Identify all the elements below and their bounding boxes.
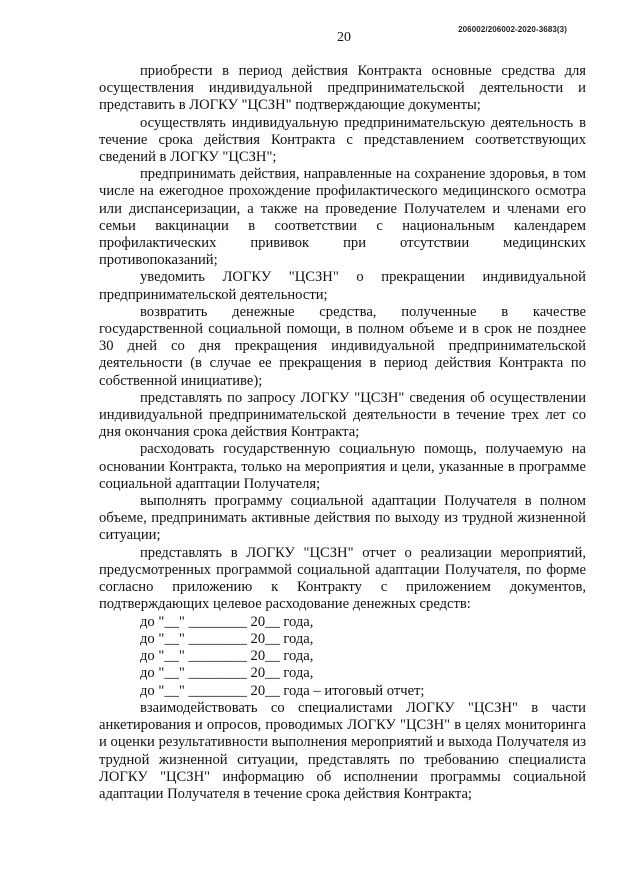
document-body	[99, 63, 586, 803]
schedule-item: до "__" ________ 20__ года,	[140, 648, 314, 665]
paragraph-acquire-assets: приобрести в период действия Контракта основные средства для осуществления индивидуальной предпринимательской деятельности и представить в ЛОГКУ "ЦСЗН" подтверждающие документы;	[99, 63, 586, 114]
paragraph-conduct-business: осуществлять индивидуальную предпринимательскую деятельность в течение срока действия Контракта с представлением соответствующих сведений в ЛОГКУ "ЦСЗН";	[99, 114, 586, 166]
paragraph-fulfil-program: выполнять программу социальной адаптации Получателя в полном объеме, предпринимать активные действия по выходу из трудной жизненной ситуации;	[99, 493, 586, 544]
paragraph-notify-termination: уведомить ЛОГКУ "ЦСЗН" о прекращении индивидуальной предпринимательской деятельности;	[99, 269, 586, 303]
paragraph-health-measures: предпринимать действия, направленные на сохранение здоровья, в том числе на ежегодное прохождение профилактического медицинского осмотра или диспансеризации, а также на проведение Получателем и членами его семьи вакцинации в соответствии с национальным календарем профилактических прививок при отсутствии медицинских противопоказаний;	[99, 166, 586, 269]
schedule-item-final: до "__" ________ 20__ года – итоговый отчет;	[140, 682, 425, 699]
paragraph-return-funds: возвратить денежные средства, полученные в качестве государственной социальной помощи, в полном объеме и в срок не позднее 30 дней со дня прекращения индивидуальной предпринимательской деятельности (в случае ее прекращения в период действия Контракта по собственной инициативе);	[99, 303, 586, 389]
paragraph-submit-report: представлять в ЛОГКУ "ЦСЗН" отчет о реализации мероприятий, предусмотренных программой социальной адаптации Получателя, по форме согласно приложению к Контракту с приложением документов, подтверждающих целевое расходование денежных средств:	[99, 544, 586, 613]
document-id: 206002/206002-2020-3683(3)	[458, 25, 567, 34]
schedule-item: до "__" ________ 20__ года,	[140, 665, 314, 682]
report-schedule	[99, 614, 586, 700]
page-number: 20	[337, 30, 351, 45]
paragraph-spend-assistance: расходовать государственную социальную помощь, получаемую на основании Контракта, только на мероприятия и цели, указанные в программе социальной адаптации Получателя;	[99, 441, 586, 492]
schedule-item: до "__" ________ 20__ года,	[140, 630, 314, 647]
paragraph-cooperate: взаимодействовать со специалистами ЛОГКУ "ЦСЗН" в части анкетирования и опросов, проводимых ЛОГКУ "ЦСЗН" в целях мониторинга и оценки результативности выполнения мероприятий и выхода Получателя из трудной жизненной ситуации, представлять по требованию специалиста ЛОГКУ "ЦСЗН" информацию об исполнении программы социальной адаптации Получателя в течение срока действия Контракта;	[99, 699, 586, 802]
paragraph-provide-info: представлять по запросу ЛОГКУ "ЦСЗН" сведения об осуществлении индивидуальной предпринимательской деятельности в течение трех лет со дня окончания срока действия Контракта;	[99, 389, 586, 441]
schedule-item: до "__" ________ 20__ года,	[140, 613, 314, 630]
